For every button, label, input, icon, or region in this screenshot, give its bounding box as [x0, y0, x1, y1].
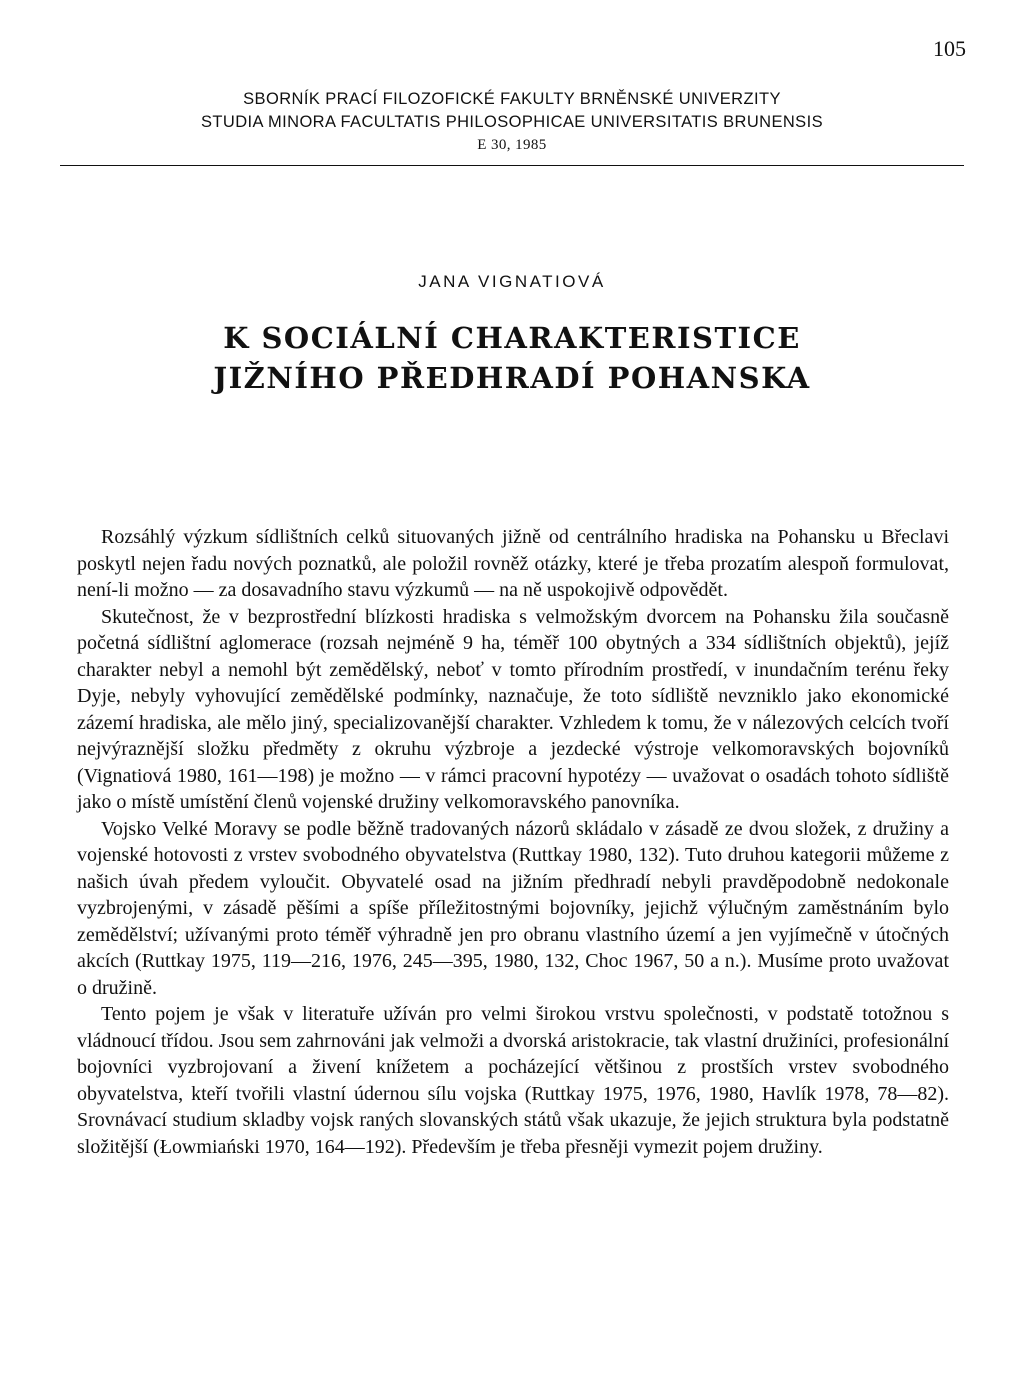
article-body [77, 524, 949, 1160]
series-title-czech: SBORNÍK PRACÍ FILOZOFICKÉ FAKULTY BRNĚNSKÉ UNIVERZITY [243, 90, 781, 108]
issue-number: E 30, 1985 [477, 137, 547, 153]
article-title [60, 318, 964, 398]
paragraph: Tento pojem je však v literatuře užíván pro velmi širokou vrstvu společnosti, v podstatě totožnou s vládnoucí třídou. Jsou sem zahrnováni jak velmoži a dvorská aristokracie, tak vlastní družiníci, profesionální bojovníci vyzbrojovaní a živení knížetem a pocházející většinou z prostších vrstev svobodného obyvatelstva, kteří tvořili vlastní údernou sílu vojska (Ruttkay 1975, 1976, 1980, Havlík 1978, 78—82). Srovnávací studium skladby vojsk raných slovanských států však ukazuje, že jejich struktura byla podstatně složitější (Łowmiański 1970, 164—192). Především je třeba přesněji vymezit pojem družiny. [77, 1003, 949, 1158]
series-title-latin: STUDIA MINORA FACULTATIS PHILOSOPHICAE UNIVERSITATIS BRUNENSIS [201, 113, 823, 131]
title-line-2: JIŽNÍHO PŘEDHRADÍ POHANSKA [213, 361, 811, 395]
header-rule [60, 165, 964, 166]
title-line-1: K SOCIÁLNÍ CHARAKTERISTICE [223, 321, 801, 355]
paragraph: Vojsko Velké Moravy se podle běžně tradovaných názorů skládalo v zásadě ze dvou složek, z družiny a vojenské hotovosti z vrstev svobodného obyvatelstva (Ruttkay 1980, 132). Tuto druhou kategorii můžeme z našich úvah předem vyloučit. Obyvatelé osad na jižním předhradí nebyli pravděpodobně nedokonale vyzbrojenými, v zásadě pěšími a spíše příležitostnými bojovníky, jejichž výlučným zaměstnáním bylo zemědělství; užívanými proto téměř výhradně jen pro obranu vlastního území a jen vyjímečně v útočných akcích (Ruttkay 1975, 119—216, 1976, 245—395, 1980, 132, Choc 1967, 50 a n.). Musíme proto uvažovat o družině. [77, 817, 949, 999]
page-number: 105 [933, 36, 966, 61]
paragraph: Rozsáhlý výzkum sídlištních celků situovaných jižně od centrálního hradiska na Pohansku u Břeclavi poskytl nejen řadu nových poznatků, ale položil rovněž otázky, které je třeba prozatím alespoň formulovat, není-li možno — za dosavadního stavu výzkumů — na ně uspokojivě odpovědět. [77, 526, 949, 601]
series-header [60, 88, 964, 156]
author-name: JANA VIGNATIOVÁ [418, 272, 606, 291]
paragraph: Skutečnost, že v bezprostřední blízkosti hradiska s velmožským dvorcem na Pohansku žila současně početná sídlištní aglomerace (rozsah nejméně 9 ha, téměř 100 obytných a 334 sídlištních objektů), jejíž charakter nebyl a nemohl být zemědělský, neboť v tomto přírodním prostředí, v inundačním terénu řeky Dyje, nebyly vyhovující zemědělské podmínky, naznačuje, že toto sídliště nevzniklo jako ekonomické zázemí hradiska, ale mělo jiný, specializovanější charakter. Vzhledem k tomu, že v nálezových celcích tvoří nejvýraznější složku předměty z okruhu výzbroje a jezdecké výstroje velkomoravských bojovníků (Vignatiová 1980, 161—198) je možno — v rámci pracovní hypotézy — uvažovat o osadách tohoto sídliště jako o místě umístění členů vojenské družiny velkomoravského panovníka. [77, 605, 949, 813]
